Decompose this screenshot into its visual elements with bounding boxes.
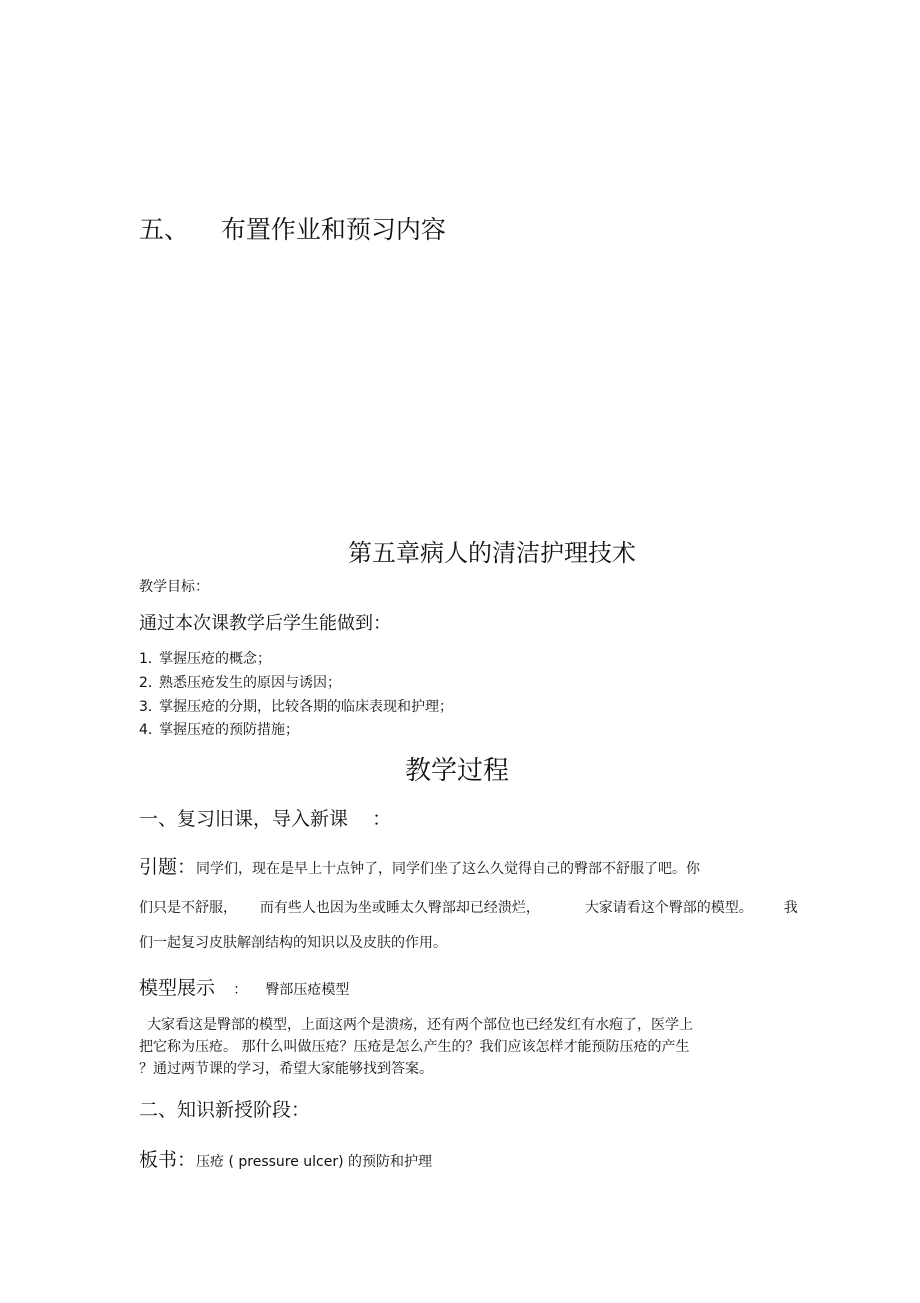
list-text: 掌握压疮的分期，比较各期的临床表现和护理； xyxy=(159,699,453,715)
list-number: 4． xyxy=(139,722,162,738)
list-text: 熟悉压疮发生的原因与诱因； xyxy=(159,675,341,691)
objective-item-2 xyxy=(139,672,341,692)
part1-heading xyxy=(139,804,391,831)
objective-item-3 xyxy=(139,696,453,716)
intro-text-a: 们只是不舒服， xyxy=(139,900,237,916)
section-title: 布置作业和预习内容 xyxy=(220,215,446,244)
board-label: 板书： xyxy=(139,1149,197,1171)
process-title: 教学过程 xyxy=(405,756,510,786)
part1-heading-text: 一、复习旧课，导入新课 xyxy=(139,808,349,830)
list-text: 掌握压疮的概念； xyxy=(159,651,271,667)
objective-item-1 xyxy=(139,648,271,668)
list-text: 掌握压疮的预防措施； xyxy=(159,722,299,738)
para-line-2: 把它称为压疮。 那什么叫做压疮？压疮是怎么产生的？我们应该怎样才能预防压疮的产生 xyxy=(139,1039,690,1055)
part2-heading: 二、知识新授阶段： xyxy=(139,1099,311,1121)
intro-text-b: 而有些人也因为坐或睡太久臀部却已经溃烂， xyxy=(259,900,540,916)
section-number: 五、 xyxy=(139,215,190,244)
intro-line-1 xyxy=(139,852,700,879)
part1-heading-colon: ： xyxy=(372,808,392,830)
intro-text-d: 我 xyxy=(783,900,798,916)
model-display xyxy=(139,973,349,1000)
model-text: 臀部压疮模型 xyxy=(265,982,350,998)
intro-label: 引题： xyxy=(139,856,197,878)
objectives-label: 教学目标： xyxy=(139,579,209,595)
objective-item-4 xyxy=(139,719,299,739)
board-writing xyxy=(139,1145,432,1172)
list-number: 3． xyxy=(139,699,162,715)
para-line-3: ？通过两节课的学习，希望大家能够找到答案。 xyxy=(139,1061,433,1077)
chapter-title: 第五章病人的清洁护理技术 xyxy=(348,539,636,567)
objectives-intro: 通过本次课教学后学生能做到： xyxy=(139,613,391,634)
model-colon: ： xyxy=(233,982,248,998)
intro-line-2 xyxy=(139,897,798,917)
intro-text-c: 大家请看这个臀部的模型。 xyxy=(584,900,753,916)
section-heading xyxy=(139,210,446,246)
intro-text: 同学们，现在是早上十点钟了，同学们坐了这么久觉得自己的臀部不舒服了吧。你 xyxy=(196,861,701,877)
para-line-1: 大家看这是臀部的模型，上面这两个是溃疡，还有两个部位也已经发红有水疱了，医学上 xyxy=(147,1017,693,1033)
list-number: 1． xyxy=(139,651,162,667)
list-number: 2． xyxy=(139,675,162,691)
intro-line-3: 们一起复习皮肤解剖结构的知识以及皮肤的作用。 xyxy=(139,935,447,951)
board-text: 压疮 ( pressure ulcer) 的预防和护理 xyxy=(196,1154,433,1170)
model-label: 模型展示 xyxy=(139,977,216,999)
